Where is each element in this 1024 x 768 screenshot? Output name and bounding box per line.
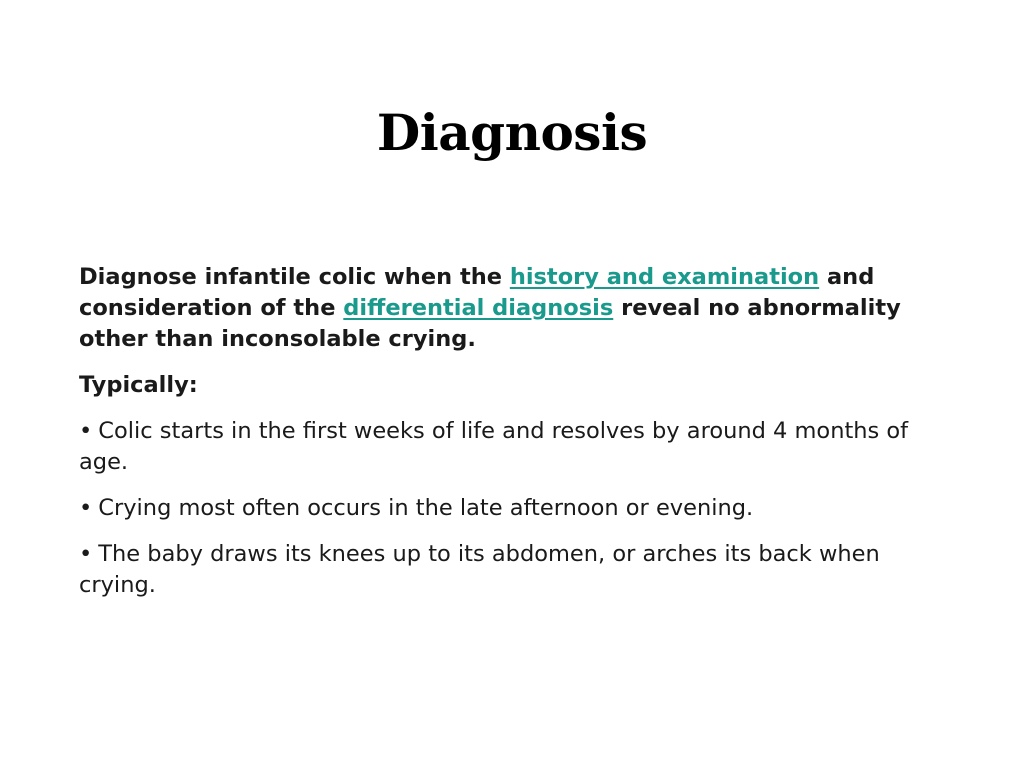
slide-body [79,262,949,616]
typically-label: Typically: [79,372,198,398]
bullet-icon: • [79,418,93,444]
bullet-text: The baby draws its knees up to its abdomen, or arches its back when crying. [79,541,880,598]
intro-text-middle: and consideration of the [79,264,875,321]
bullet-icon: • [79,495,93,521]
slide-title: Diagnosis [376,103,648,162]
differential-diagnosis-link[interactable]: differential diagnosis [343,295,614,321]
bullet-icon: • [79,541,93,567]
bullet-text: Crying most often occurs in the late afternoon or evening. [98,495,754,521]
bullet-item-timing [79,493,949,524]
bullet-item-posture [79,539,949,601]
history-and-examination-link[interactable]: history and examination [509,264,820,290]
intro-text-end: reveal no abnormality other than inconsolable crying. [79,295,901,352]
bullet-text: Colic starts in the first weeks of life and resolves by around 4 months of age. [79,418,909,475]
intro-text-start: Diagnose infantile colic when the [79,264,510,290]
intro-paragraph [79,262,949,355]
bullet-item-onset [79,416,949,478]
